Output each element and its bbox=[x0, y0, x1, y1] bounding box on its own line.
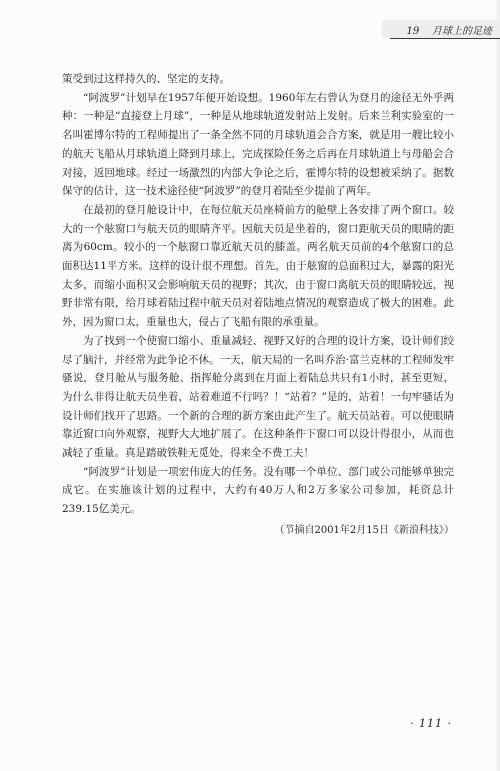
paragraph: “阿波罗”计划早在1957年便开始设想。1960年左右曾认为登月的途径无外乎两种：一种是“直接登上月球”，一种是从地球轨道发射站上发射。后来兰利实验室的一名叫霍博尔特的工程师提出了一条全然不同的月球轨道会合方案，就是用一艘比较小的航天飞船从月球轨道上降到月球上，完成探险任务之后再在月球轨道上与母船会合对接，返回地球。经过一场激烈的内部大争论之后，霍博尔特的设想被采纳了。据数保守的估计，这一技术途径使“阿波罗”的登月着陆至少提前了两年。 bbox=[62, 91, 454, 198]
paragraph: “阿波罗”计划是一项宏伟庞大的任务。没有哪一个单位、部门或公司能够单独完成它。在实施该计划的过程中，大约有40万人和2万多家公司参加，耗资总计239.15亿美元。 bbox=[62, 465, 454, 516]
running-head bbox=[372, 0, 500, 40]
chapter-title: 月球上的足迹 bbox=[432, 26, 492, 37]
source-citation: （节摘自2001年2月15日《新浪科技》） bbox=[274, 525, 454, 536]
paragraph-continuation: 策受到过这样持久的、坚定的支持。 bbox=[62, 73, 230, 85]
body-text bbox=[62, 70, 454, 519]
paragraph: 为了找到一个使窗口缩小、重量减轻、视野又好的合理的设计方案，设计师们绞尽了脑汁，并经常为此争论不休。一天，航天局的一名叫乔治·富兰克林的工程师发牢骚说，登月舱从与服务舱、指挥舱分离到在月面上着陆总共只有1小时，甚至更短，为什么非得让航天员坐着，站着难道不行吗？！“站着？”是的，站着！一句牢骚话为设计师们找开了思路。一个新的合理的新方案由此产生了。航天员站着。可以使眼睛靠近窗口向外观察，视野大大地扩展了。在这种条件下窗口可以设计得很小，从而也减轻了重量。真是踏破铁鞋无觅处，得来全不费工夫！ bbox=[62, 334, 454, 460]
running-head-rule bbox=[390, 38, 500, 39]
paragraph: 在最初的登月舱设计中，在每位航天员座椅前方的舱壁上各安排了两个窗口。较大的一个舷窗口与航天员的眼睛齐平。因航天员是坐着的，窗口距航天员的眼睛的距离为60cm。较小的一个舷窗口靠近航天员的膝盖。两名航天员前的4个舷窗口的总面积达11平方米。这样的设计很不理想。首先，由于舷窗的总面积过大，暴露的阳光太多，而缩小面积又会影响航天员的视野；其次，由于窗口离航天员的眼睛较远，视野非常有限，给月球着陆过程中航天员对着陆地点情况的观察造成了极大的困难。此外，因为窗口太，重量也大，侵占了飞船有限的承重量。 bbox=[62, 203, 454, 329]
page-gutter-shadow bbox=[494, 0, 500, 771]
page-number: · 111 · bbox=[410, 717, 452, 730]
chapter-number: 19 bbox=[406, 26, 420, 37]
running-head-text bbox=[407, 22, 492, 37]
